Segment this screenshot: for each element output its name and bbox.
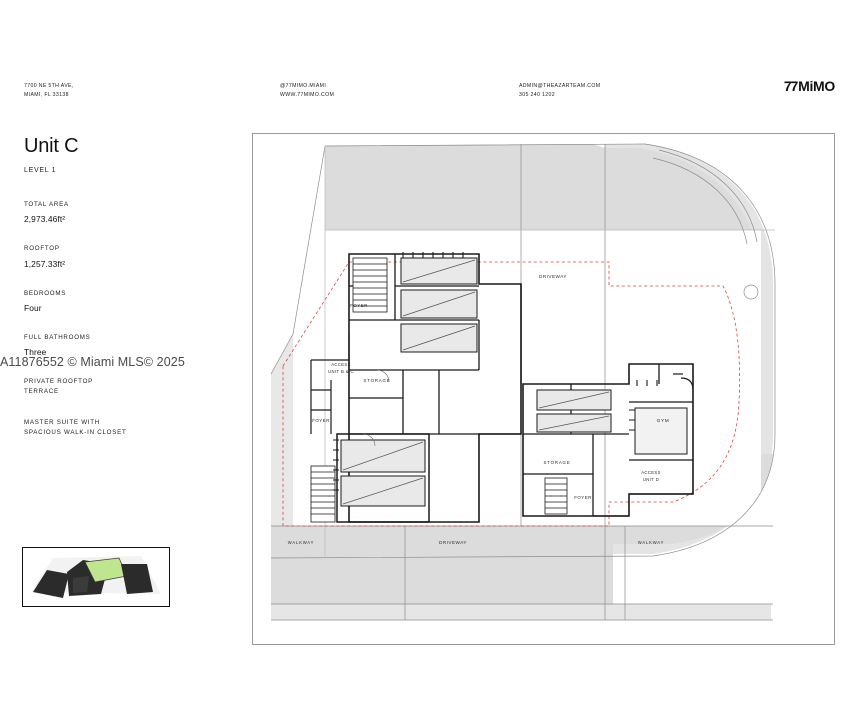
spec-bedrooms <box>24 289 224 313</box>
header-address <box>24 82 74 99</box>
mls-watermark: A11876552 © Miami MLS© 2025 <box>0 355 185 369</box>
spec-total-area <box>24 200 224 224</box>
feature-master-suite <box>24 418 224 438</box>
spec-bathrooms <box>24 333 224 357</box>
bathrooms-label: FULL BATHROOMS <box>24 333 91 341</box>
plan-label-access-bc-line2: UNIT B & C <box>328 369 354 374</box>
unit-info-panel <box>24 135 224 438</box>
total-area-value: 2,973.46ft² <box>24 214 66 225</box>
header-phone: 305 240 1202 <box>519 91 555 98</box>
header-address-line1: 7700 NE 5TH AVE, <box>24 83 74 89</box>
plan-label-driveway-top: DRIVEWAY <box>539 274 567 279</box>
plan-label-access-d-line1: ACCESS <box>641 470 661 475</box>
plan-label-gym: GYM <box>656 419 670 424</box>
plan-label-access-d-line2: UNIT D <box>642 477 660 482</box>
total-area-label: TOTAL AREA <box>24 201 69 208</box>
logo-word: MiMO <box>798 78 835 94</box>
header-social-handle: @77MIMO.MIAMI <box>280 83 327 89</box>
feature-rooftop-terrace-line2: TERRACE <box>24 388 59 396</box>
logo-mark: 77 <box>783 78 798 94</box>
plan-label-foyer-3: FOYER <box>574 495 592 500</box>
header-social <box>280 82 334 99</box>
rooftop-label: ROOFTOP <box>24 245 60 253</box>
level-label: LEVEL 1 <box>24 167 57 174</box>
feature-master-suite-line2: SPACIOUS WALK-IN CLOSET <box>24 428 127 436</box>
plan-label-access-bc-line1: ACCESS <box>331 362 351 367</box>
header-email: ADMIN@THEAZARTEAM.COM <box>519 83 601 89</box>
plan-label-walkway-right: WALKWAY <box>637 540 665 545</box>
spec-rooftop <box>24 244 224 268</box>
rooftop-value: 1,257.33ft² <box>24 258 66 269</box>
header-address-line2: MIAMI, FL 33138 <box>24 91 69 98</box>
feature-rooftop-terrace <box>24 377 224 397</box>
feature-rooftop-terrace-line1: PRIVATE ROOFTOP <box>24 378 94 386</box>
header-website: WWW.77MIMO.COM <box>280 91 335 98</box>
page-title: Unit C <box>24 135 79 157</box>
key-plan-thumbnail <box>22 547 170 607</box>
brand-logo <box>784 78 835 94</box>
plan-label-foyer-2: FOYER <box>312 418 330 423</box>
plan-label-foyer-1: FOYER <box>350 303 368 308</box>
header-contact <box>519 82 600 99</box>
plan-label-storage-2: STORAGE <box>543 460 571 465</box>
plan-label-driveway-bottom: DRIVEWAY <box>439 540 467 545</box>
bathrooms-value: Three <box>24 347 47 358</box>
plan-label-storage-1: STORAGE <box>363 378 391 383</box>
bedrooms-value: Four <box>24 302 42 313</box>
plan-label-walkway-left: WALKWAY <box>287 540 315 545</box>
bedrooms-label: BEDROOMS <box>24 289 67 297</box>
floor-plan-drawing <box>252 133 835 645</box>
feature-master-suite-line1: MASTER SUITE WITH <box>24 418 100 426</box>
